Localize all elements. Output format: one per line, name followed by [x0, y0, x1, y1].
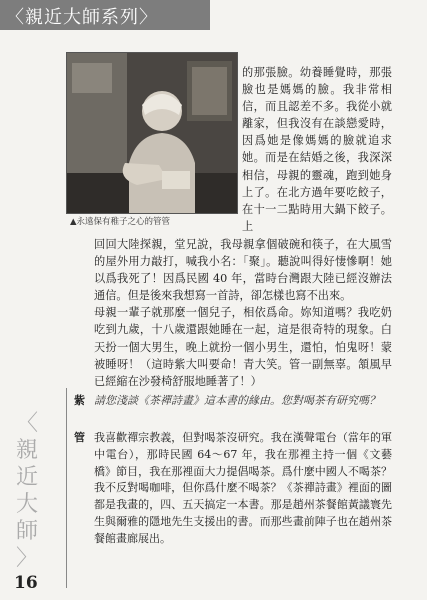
page-number: 16 [14, 573, 38, 593]
body-paragraph: 的那張臉。幼養睡覺時，那張臉也是媽媽的臉。我非常相信，而且認差不多。我從小就離家，但我沒有在談戀愛時，因爲她是像媽媽的臉就追求她。而是在結婚之後，我深深相信，母親的靈魂，跑到她身上了。在北方過年要吃餃子，在十一二點時用大鍋下餃子。上 [242, 66, 392, 233]
full-width-text [94, 236, 392, 390]
header-bar [0, 0, 210, 30]
body-paragraph: 回回大陸探親，堂兄說，我母親拿個破碗和筷子，在大風雪的屋外用力敲打，喊我小名：「聚」。聽說叫得好悽慘啊！她以爲我死了！因爲民國 40 年，當時台灣跟大陸已經沒辦法通信。但是後來我想寫一首詩，卻怎樣也寫不出來。 [94, 238, 392, 303]
series-title: 〈親近大師系列〉 [6, 7, 158, 28]
body-paragraph: 母親一輩子就那麼一個兒子，相依爲命。妳知道嗎？我吃奶吃到九歲，十八歲還跟她睡在一起，這是很奇特的現象。白天扮一個大男生，晚上就扮一個小男生，還怕，怕鬼呀！蒙被睡呀！（這時紫大叫要命！青大笑。管一副無辜。頷風早已經縮在沙發椅舒服地睡著了！） [94, 306, 392, 388]
qa-answer [74, 430, 392, 548]
portrait-photo [66, 52, 238, 214]
speaker-label: 紫 [74, 394, 85, 407]
vertical-series-title [10, 410, 44, 572]
sidebar-divider [66, 388, 67, 588]
qa-text: 我喜歡禪宗教義，但對喝茶沒研究。我在漢聲電台（當年的軍中電台），那時民國 64～67 年，我在那裡主持一個《文藝橋》節目，我在那裡面大力提倡喝茶。爲什麼中國人不喝茶？我不反對喝咖啡，但你爲什麼不喝茶？《茶禪詩畫》裡面的圖都是我畫的，四、五天搞定一本書。那是趙州茶餐館黃議寰先生與爾雅的隱地先生支援出的書。而那些畫前陣子也在趙州茶餐館畫廊展出。 [94, 431, 392, 545]
right-column-text [242, 64, 392, 235]
qa-text: 請您淺談《茶禪詩畫》這本書的緣由。您對喝茶有研究嗎？ [94, 394, 380, 407]
portrait-image-icon [67, 53, 237, 213]
series-char: 師 [15, 519, 38, 544]
series-char: 〉 [15, 546, 38, 571]
series-char: 〈 [15, 411, 38, 436]
series-char: 近 [15, 465, 38, 490]
qa-question [74, 393, 392, 410]
speaker-label: 管 [74, 431, 85, 444]
photo-caption: ▲永遠保有稚子之心的管管 [70, 217, 171, 227]
series-char: 大 [15, 492, 38, 517]
series-char: 親 [15, 438, 38, 463]
